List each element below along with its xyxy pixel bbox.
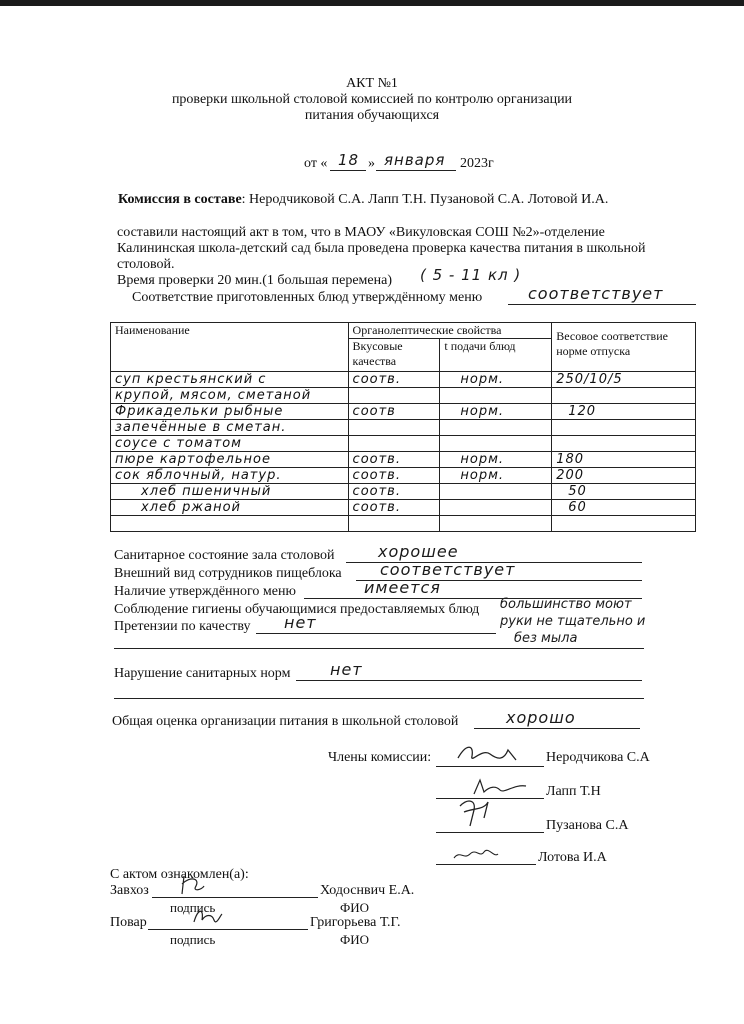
table-row: [111, 452, 696, 468]
hygiene-handwritten-2: руки не тщательно и: [500, 614, 646, 629]
member1-sign-line: [436, 766, 544, 767]
row-weight: 50: [552, 484, 696, 500]
menu-label: Наличие утверждённого меню: [114, 584, 296, 599]
zavhoz-sign-caption: подпись: [170, 900, 216, 915]
row-name: хлеб пшеничный: [111, 484, 349, 500]
zavhoz-sign-line: [152, 897, 318, 898]
table-row: [111, 516, 696, 532]
row-temp: норм.: [440, 404, 552, 420]
header-taste: Вкусовые качества: [348, 339, 440, 372]
date-prefix: от «: [304, 156, 328, 171]
row-taste: [348, 420, 440, 436]
row-name: крупой, мясом, сметаной: [111, 388, 349, 404]
row-name: сок яблочный, натур.: [111, 468, 349, 484]
date-mid: »: [368, 156, 375, 171]
member3-signature: [456, 796, 496, 834]
row-weight: [552, 388, 696, 404]
member1-name: Неродчикова С.А: [546, 750, 650, 765]
row-temp: норм.: [440, 452, 552, 468]
zavhoz-label: Завхоз: [110, 883, 149, 898]
date-month: января: [384, 151, 446, 169]
row-name: суп крестьянский с: [111, 372, 349, 388]
row-name: Фрикадельки рыбные: [111, 404, 349, 420]
row-name: пюре картофельное: [111, 452, 349, 468]
povar-signature: [190, 904, 224, 932]
header-name: Наименование: [111, 323, 349, 372]
intro-line-1: составили настоящий акт в том, что в МАОУ «Викуловская СОШ №2»-отделение: [117, 225, 605, 240]
menu-table: [110, 322, 696, 532]
date-month-underline: [376, 170, 456, 171]
povar-name: Григорьева Т.Г.: [310, 915, 401, 930]
row-taste: соотв: [348, 404, 440, 420]
act-subtitle-1: проверки школьной столовой комиссией по контролю организации: [171, 92, 573, 107]
intro-line-3: столовой.: [117, 257, 175, 272]
row-taste: соотв.: [348, 500, 440, 516]
claims-label: Претензии по качеству: [114, 619, 251, 634]
compliance-handwritten: соответствует: [528, 284, 664, 303]
row-weight: [552, 436, 696, 452]
row-temp: [440, 500, 552, 516]
row-weight: 60: [552, 500, 696, 516]
overall-label: Общая оценка организации питания в школьной столовой: [112, 714, 459, 729]
row-taste: соотв.: [348, 452, 440, 468]
row-taste: соотв.: [348, 372, 440, 388]
povar-sign-caption: подпись: [170, 932, 216, 947]
commission-members: : Неродчиковой С.А. Лапп Т.Н. Пузановой С.А. Лотовой И.А.: [241, 192, 609, 207]
commission-line: [118, 192, 608, 208]
hygiene-handwritten-1: большинство моют: [500, 597, 632, 612]
header-weight: Весовое соответствие норме отпуска: [552, 323, 696, 372]
table-row: [111, 388, 696, 404]
sanitary-handwritten: хорошее: [378, 542, 459, 561]
zavhoz-name: Ходоснвич Е.А.: [320, 883, 415, 898]
staff-label: Внешний вид сотрудников пищеблока: [114, 566, 342, 581]
time-handwritten: ( 5 - 11 кл ): [420, 266, 522, 284]
row-name: соусе с томатом: [111, 436, 349, 452]
table-header-row: [111, 323, 696, 339]
member4-name: Лотова И.А: [538, 850, 607, 865]
date-day: 18: [338, 151, 360, 169]
header-temp: t подачи блюд: [440, 339, 552, 372]
acquainted-label: С актом ознакомлен(а):: [110, 867, 249, 882]
act-subtitle-2: питания обучающихся: [304, 108, 440, 123]
row-taste: [348, 388, 440, 404]
row-taste: соотв.: [348, 484, 440, 500]
row-weight: 200: [552, 468, 696, 484]
row-taste: соотв.: [348, 468, 440, 484]
intro-line-2: Калининская школа-детский сад была проведена проверка качества питания в школьной: [117, 241, 646, 256]
row-taste: [348, 436, 440, 452]
table-row: [111, 500, 696, 516]
time-label: Время проверки 20 мин.(1 большая перемена): [117, 273, 392, 288]
row-temp: [440, 388, 552, 404]
table-row: [111, 404, 696, 420]
row-weight: [552, 420, 696, 436]
member4-sign-line: [436, 864, 536, 865]
table-row: [111, 372, 696, 388]
staff-handwritten: соответствует: [380, 560, 516, 579]
row-temp: норм.: [440, 372, 552, 388]
row-temp: [440, 436, 552, 452]
hygiene-label: Соблюдение гигиены обучающимися предоставляемых блюд: [114, 602, 480, 617]
violations-handwritten: нет: [330, 660, 363, 679]
date-day-underline: [330, 170, 366, 171]
scan-top-edge: [0, 0, 744, 6]
row-temp: [440, 484, 552, 500]
compliance-label: Соответствие приготовленных блюд утверждённому меню: [132, 290, 483, 305]
zavhoz-fio-caption: ФИО: [340, 900, 370, 915]
act-title: АКТ №1: [346, 76, 398, 91]
sanitary-label: Санитарное состояние зала столовой: [114, 548, 335, 563]
violations-label: Нарушение санитарных норм: [114, 666, 291, 681]
table-row: [111, 484, 696, 500]
header-organoleptic: Органолептические свойства: [348, 323, 552, 339]
member2-name: Лапп Т.Н: [546, 784, 601, 799]
row-weight: 250/10/5: [552, 372, 696, 388]
member3-name: Пузанова С.А: [546, 818, 629, 833]
row-weight: 120: [552, 404, 696, 420]
members-label: Члены комиссии:: [328, 750, 432, 765]
menu-handwritten: имеется: [364, 578, 441, 597]
povar-sign-line: [148, 929, 308, 930]
povar-label: Повар: [110, 915, 147, 930]
blank-line-2: [114, 698, 644, 699]
hygiene-handwritten-3: без мыла: [514, 631, 578, 646]
table-row: [111, 436, 696, 452]
povar-fio-caption: ФИО: [340, 932, 370, 947]
table-row: [111, 420, 696, 436]
row-temp: норм.: [440, 468, 552, 484]
date-year: 2023г: [460, 156, 494, 171]
row-weight: 180: [552, 452, 696, 468]
claims-underline: [256, 633, 496, 634]
violations-underline: [296, 680, 642, 681]
overall-underline: [474, 728, 640, 729]
compliance-underline: [508, 304, 696, 305]
claims-handwritten: нет: [284, 613, 317, 632]
table-row: [111, 468, 696, 484]
overall-handwritten: хорошо: [506, 708, 576, 727]
commission-label: Комиссия в составе: [118, 192, 242, 207]
row-name: запечённые в сметан.: [111, 420, 349, 436]
member3-sign-line: [436, 832, 544, 833]
row-name: хлеб ржаной: [111, 500, 349, 516]
blank-line-1: [114, 648, 644, 649]
row-temp: [440, 420, 552, 436]
